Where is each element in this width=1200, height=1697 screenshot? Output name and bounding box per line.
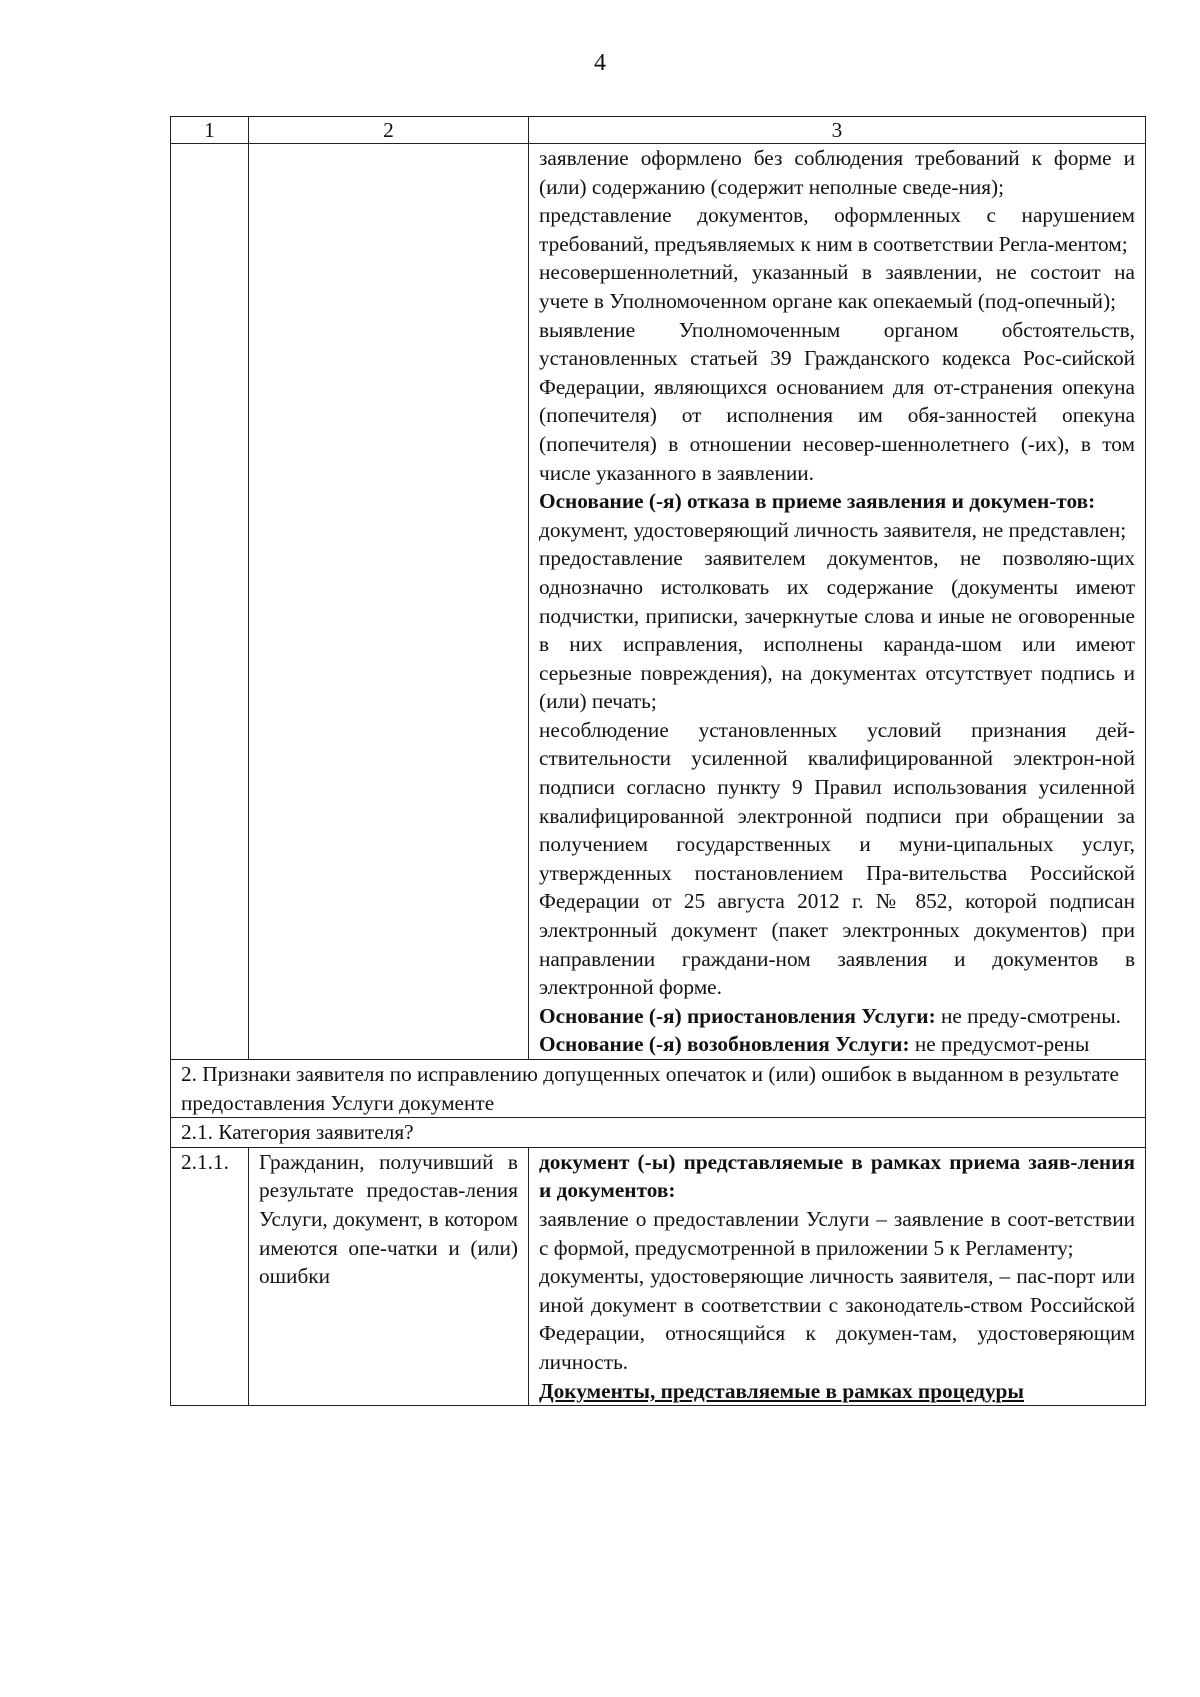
resumption-paragraph: [539, 1030, 1135, 1059]
procedure-heading: Документы, представляемые в рамках процедуры: [539, 1378, 1025, 1403]
table-header-row: [171, 117, 1146, 144]
docs-heading: документ (-ы) представляемые в рамках приема заяв-ления и документов:: [539, 1149, 1135, 1203]
page-number: 4: [594, 50, 606, 76]
ground-item: заявление оформлено без соблюдения требований к форме и (или) содержанию (содержит неполные сведе-ния);: [539, 146, 1135, 199]
section-2-row: [171, 1060, 1146, 1118]
ground-item: представление документов, оформленных с нарушением требований, предъявляемых к ним в соответствии Регла-ментом;: [539, 203, 1135, 256]
table-row-grounds: [171, 144, 1146, 1060]
refusal-item: документ, удостоверяющий личность заявителя, не представлен;: [539, 517, 1127, 542]
doc-item: заявление о предоставлении Услуги – заявление в соот-ветствии с формой, предусмотренной в приложении 5 к Регламенту;: [539, 1206, 1135, 1260]
applicant-description: Гражданин, получивший в результате предостав-ления Услуги, документ, в котором имеются опе-чатки и (или) ошибки: [249, 1147, 529, 1405]
section-2-heading: 2. Признаки заявителя по исправлению допущенных опечаток и (или) ошибок в выданном в результате предоставления Услуги документе: [171, 1060, 1146, 1118]
documents-cell: [529, 1147, 1146, 1405]
requirements-table: [170, 116, 1146, 1406]
table-row-2-1-1: [171, 1147, 1146, 1405]
section-2-1-heading: 2.1. Категория заявителя?: [171, 1118, 1146, 1148]
suspension-heading: Основание (-я) приостановления Услуги:: [539, 1003, 936, 1028]
refusal-heading: Основание (-я) отказа в приеме заявления и докумен-тов:: [539, 489, 1096, 514]
row-number: 2.1.1.: [171, 1147, 249, 1405]
header-col-3: 3: [529, 117, 1146, 144]
cell-empty-2: [249, 144, 529, 1060]
suspension-text: не преду-смотрены.: [935, 1003, 1121, 1028]
ground-item: несовершеннолетний, указанный в заявлении, не состоит на учете в Уполномоченном органе как опекаемый (под-опечный);: [539, 260, 1135, 313]
cell-empty-1: [171, 144, 249, 1060]
refusal-item: предоставление заявителем документов, не позволяю-щих однозначно истолковать их содержание (документы имеют подчистки, приписки, зачеркнутые слова и иные не оговоренные в них исправления, исполнены каранда-шом или имеют серьезные повреждения), на документах отсутствует подпись и (или) печать;: [539, 546, 1135, 714]
ground-item: выявление Уполномоченным органом обстоятельств, установленных статьей 39 Гражданского кодекса Рос-сийской Федерации, являющихся основанием для от-странения опекуна (попечителя) от исполнения им обя-занностей опекуна (попечителя) в отношении несовер-шеннолетнего (-их), в том числе указанного в заявлении.: [539, 317, 1135, 485]
suspension-paragraph: [539, 1002, 1135, 1031]
grounds-cell: [529, 144, 1146, 1060]
header-col-1: 1: [171, 117, 249, 144]
resumption-text: не предусмот-рены: [909, 1032, 1090, 1057]
resumption-heading: Основание (-я) возобновления Услуги:: [539, 1032, 910, 1057]
header-col-2: 2: [249, 117, 529, 144]
section-2-1-row: [171, 1118, 1146, 1148]
doc-item: документы, удостоверяющие личность заявителя, – пас-порт или иной документ в соответствии с законодатель-ством Российской Федерации, относящийся к докумен-там, удостоверяющим личность.: [539, 1264, 1135, 1374]
refusal-item: несоблюдение установленных условий признания дей-ствительности усиленной квалифицированной электрон-ной подписи согласно пункту 9 Правил использования усиленной квалифицированной электронной подписи при обращении за получением государственных и муни-ципальных услуг, утвержденных постановлением Пра-вительства Российской Федерации от 25 августа 2012 г. № 852, которой подписан электронный документ (пакет электронных документов) при направлении граждани-ном заявления и документов в электронной форме.: [539, 717, 1135, 1000]
